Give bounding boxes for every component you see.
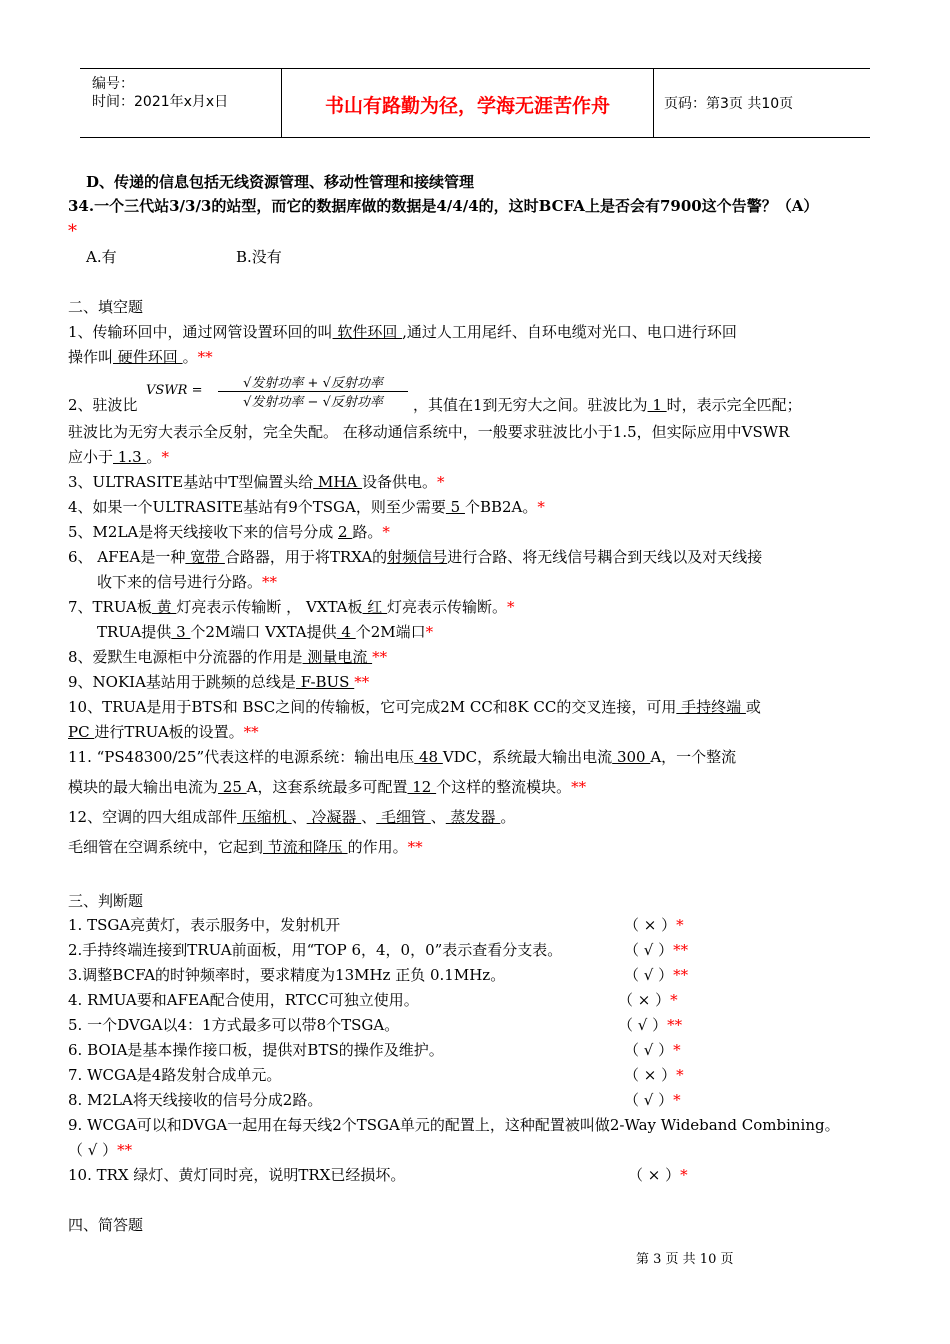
- judge-item-text: 9. WCGA可以和DVGA一起用在每天线2个TSGA单元的配置上，这种配置被叫做2-Way Wideband Combining。: [68, 1116, 840, 1134]
- star-mark: *: [161, 448, 169, 466]
- star-mark: *: [507, 598, 515, 616]
- fill-q3: 3、ULTRASITE基站中T型偏置头给 MHA 设备供电。*: [68, 473, 445, 491]
- judge-item-text: 5. 一个DVGA以4：1方式最多可以带8个TSGA。: [68, 1016, 400, 1034]
- page-footer: 第 3 页 共 10 页: [636, 1252, 734, 1267]
- fill-q7-answer1: 黄: [151, 598, 177, 616]
- star-mark: **: [197, 348, 213, 366]
- star-mark: *: [425, 623, 434, 641]
- judge-item-text: 6. BOIA是基本操作接口板，提供对BTS的操作及维护。: [68, 1041, 444, 1059]
- fill-q10-answer2: PC: [68, 723, 95, 741]
- fill-q12-answer2: 冷凝器: [306, 808, 362, 826]
- star-mark: *: [680, 1166, 688, 1184]
- fill-q11-answer3: 25: [218, 778, 247, 796]
- star-mark: **: [117, 1141, 133, 1159]
- fill-q10-answer: 手持终端: [676, 698, 746, 716]
- fill-q7-line2: TRUA提供 3 个2M端口 VXTA提供 4 个2M端口*: [97, 623, 434, 641]
- q34-option-a: A.有: [86, 248, 117, 266]
- fill-q9: 9、NOKIA基站用于跳频的总线是 F-BUS **: [68, 673, 370, 691]
- star-mark: **: [354, 673, 370, 691]
- judge-item-text: 1. TSGA亮黄灯，表示服务中，发射机开: [68, 916, 341, 934]
- fill-q4-answer: 5: [445, 498, 465, 516]
- judge-item-answer: （ √ ）**: [624, 941, 689, 959]
- fill-q7-answer3: 3: [171, 623, 191, 641]
- fill-q1-answer2: 硬件环回: [113, 348, 183, 366]
- star-mark: *: [673, 1091, 681, 1109]
- judge-item-answer: （ √ ）*: [624, 1041, 681, 1059]
- fill-q1-line2: 操作叫 硬件环回 。**: [68, 348, 213, 366]
- judge-item-text: 10. TRX 绿灯、黄灯同时亮，说明TRX已经损坏。: [68, 1166, 406, 1184]
- q34-option-b: B.没有: [236, 248, 282, 266]
- vswr-formula: VSWR = √发射功率 + √反射功率 √发射功率 − √反射功率: [146, 372, 408, 410]
- judge-item-answer: （ √ ）**: [618, 1016, 683, 1034]
- judge-item-text: 8. M2LA将天线接收的信号分成2路。: [68, 1091, 323, 1109]
- fill-q7-line1: 7、TRUA板 黄 灯亮表示传输断 ， VXTA板 红 灯亮表示传输断。*: [68, 598, 515, 616]
- judge-item-answer: （ × ）*: [624, 916, 684, 934]
- header-number-label: 编号：: [92, 76, 134, 92]
- judge-item-answer: （ √ ）**: [624, 966, 689, 984]
- judge-item-text: 4. RMUA要和AFEA配合使用，RTCC可独立使用。: [68, 991, 419, 1009]
- judge-item-text: 2.手持终端连接到TRUA前面板，用“TOP 6，4，0，0”表示查看分支表。: [68, 941, 563, 959]
- fill-q2-answer1: 1: [647, 396, 667, 414]
- star-mark: *: [537, 498, 545, 516]
- star-mark: **: [673, 941, 689, 959]
- fill-q7-answer2: 红: [362, 598, 388, 616]
- star-mark: **: [372, 648, 388, 666]
- header-page-label: 页码：第3页 共10页: [664, 96, 794, 112]
- star-mark: **: [667, 1016, 683, 1034]
- star-mark: **: [243, 723, 259, 741]
- fill-q12-line1: 12、空调的四大组成部件 压缩机 、 冷凝器 、 毛细管 、 蒸发器 。: [68, 808, 516, 826]
- vswr-denominator: √发射功率 − √反射功率: [243, 395, 383, 410]
- page-header: [80, 68, 870, 138]
- fill-q8-answer: 测量电流: [302, 648, 373, 666]
- judge-item-answer: （ × ）*: [624, 1066, 684, 1084]
- header-motto-cell: [282, 69, 654, 137]
- header-meta-cell: [80, 69, 282, 137]
- fill-q4: 4、如果一个ULTRASITE基站有9个TSGA，则至少需要 5 个BB2A。*: [68, 498, 545, 516]
- fill-q11-answer4: 12: [407, 778, 437, 796]
- star-mark: *: [676, 916, 684, 934]
- fill-q8: 8、爱默生电源柜中分流器的作用是 测量电流 **: [68, 648, 388, 666]
- fill-q7-answer4: 4: [336, 623, 356, 641]
- fill-q2-prefix: 2、驻波比: [68, 396, 138, 414]
- fill-q12-line2: 毛细管在空调系统中，它起到 节流和降压 的作用。**: [68, 838, 423, 856]
- fill-q12-answer3: 毛细管: [376, 808, 431, 826]
- fill-q12-answer5: 节流和降压: [263, 838, 348, 856]
- fill-q9-answer: F-BUS: [295, 673, 355, 691]
- judge-item-answer: （ √ ）*: [624, 1091, 681, 1109]
- header-motto: 书山有路勤为径，学海无涯苦作舟: [324, 95, 610, 117]
- star-mark: **: [571, 778, 587, 796]
- fill-q11-answer2: 300: [612, 748, 651, 766]
- star-mark: **: [262, 573, 278, 591]
- q33-option-d: D、传递的信息包括无线资源管理、移动性管理和接续管理: [86, 173, 475, 191]
- judge-item-text: 3.调整BCFA的时钟频率时，要求精度为13MHz 正负 0.1MHz。: [68, 966, 506, 984]
- fill-q12-answer1: 压缩机: [237, 808, 292, 826]
- fill-q11-line2: 模块的最大输出电流为 25 A，这套系统最多可配置 12 个这样的整流模块。**: [68, 778, 587, 796]
- vswr-numerator: √发射功率 + √反射功率: [218, 372, 408, 392]
- fill-q5: 5、M2LA是将天线接收下来的信号分成 2 路。*: [68, 523, 390, 541]
- fill-q12-answer4: 蒸发器: [445, 808, 501, 826]
- fill-q2-line2: 驻波比为无穷大表示全反射，完全失配。 在移动通信系统中，一般要求驻波比小于1.5，但实际应用中VSWR: [68, 423, 790, 441]
- fill-q3-answer: MHA: [313, 473, 363, 491]
- fill-q2-answer2: 1.3: [113, 448, 147, 466]
- judge-item-answer: （ × ）*: [618, 991, 678, 1009]
- fill-q11-line1: 11. “PS48300/25”代表这样的电源系统：输出电压 48 VDC，系统最大输出电流 300 A，一个整流: [68, 748, 737, 766]
- fill-q1-answer1: 软件环回: [332, 323, 403, 341]
- section-short-answer-title: 四、简答题: [68, 1216, 144, 1234]
- star-mark: *: [673, 1041, 681, 1059]
- fill-q5-answer: 2: [338, 523, 353, 541]
- star-mark: *: [670, 991, 678, 1009]
- judge-item-answer: （ × ）*: [628, 1166, 688, 1184]
- star-mark: **: [407, 838, 423, 856]
- star-mark: **: [673, 966, 689, 984]
- q34-text: 34.一个三代站3/3/3的站型，而它的数据库做的数据是4/4/4的，这时BCFA上是否会有7900这个告警？（A）: [68, 197, 819, 215]
- star-mark: *: [382, 523, 390, 541]
- fill-q10-line1: 10、TRUA是用于BTS和 BSC之间的传输板，它可完成2M CC和8K CC的交叉连接，可用 手持终端 或: [68, 698, 761, 716]
- section-fill-title: 二、填空题: [68, 298, 144, 316]
- fill-q11-answer1: 48: [414, 748, 443, 766]
- fill-q2-line1: ，其值在1到无穷大之间。驻波比为 1 时，表示完全匹配；: [413, 396, 802, 414]
- fill-q6-answer: 宽带: [185, 548, 225, 566]
- judge-item-text: 7. WCGA是4路发射合成单元。: [68, 1066, 282, 1084]
- fill-q6-line1: 6、 AFEA是一种 宽带 合路器，用于将TRXA的射频信号进行合路、将无线信号耦合到天线以及对天线接: [68, 548, 763, 566]
- star-mark: *: [437, 473, 445, 491]
- fill-q2-line3: 应小于 1.3 。*: [68, 448, 169, 466]
- fill-q1-line1: 1、传输环回中，通过网管设置环回的叫 软件环回 ,通过人工用尾纤、自环电缆对光口、电口进行环回: [68, 323, 737, 341]
- star-mark: *: [676, 1066, 684, 1084]
- section-judge-title: 三、判断题: [68, 892, 144, 910]
- q34-star: *: [68, 221, 77, 242]
- fill-q6-line2: 收下来的信号进行分路。**: [97, 573, 278, 591]
- header-time-label: 时间：2021年x月x日: [92, 94, 229, 110]
- judge-item-answer: （ √ ）**: [68, 1141, 133, 1159]
- fill-q10-line2: PC 进行TRUA板的设置。**: [68, 723, 259, 741]
